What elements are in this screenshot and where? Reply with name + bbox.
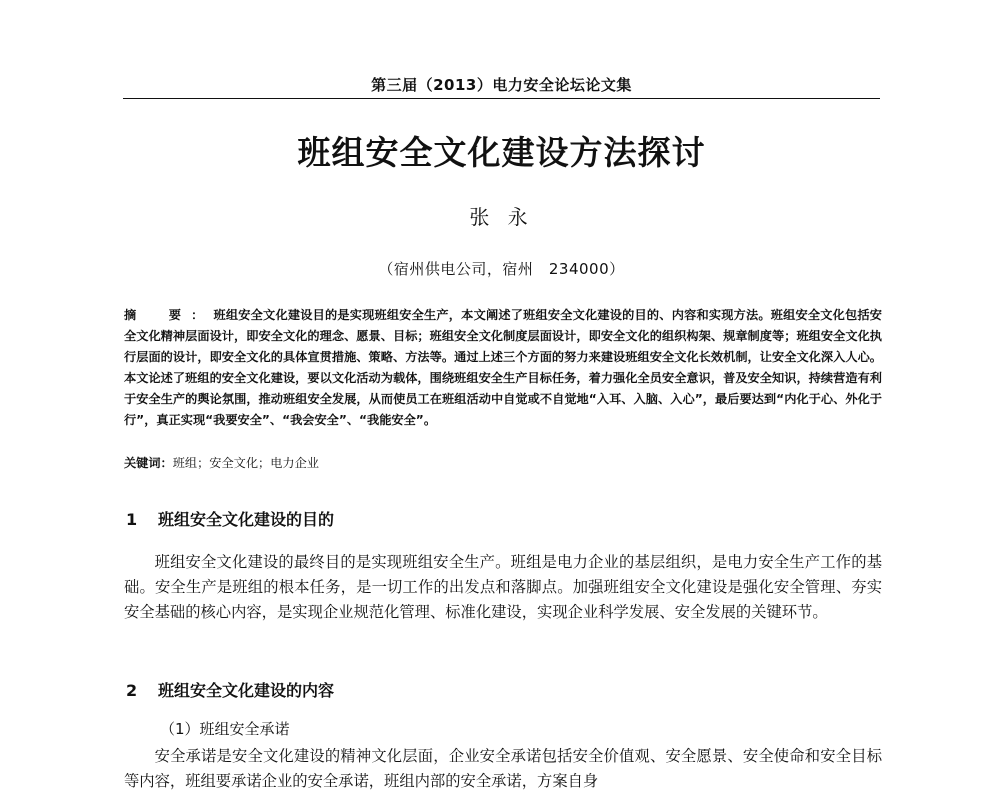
section-title: 班组安全文化建设的内容: [158, 681, 335, 700]
section-heading-2: [126, 678, 880, 701]
keywords-label: 关键词：: [124, 456, 173, 470]
subsection-heading: （1）班组安全承诺: [160, 720, 290, 738]
running-head: 第三届（2013）电力安全论坛论文集: [371, 76, 632, 94]
section-heading-1: [126, 507, 880, 530]
abstract-text: 班组安全文化建设目的是实现班组安全生产，本文阐述了班组安全文化建设的目的、内容和实现方法。班组安全文化包括安全文化精神层面设计，即安全文化的理念、愿景、目标；班组安全文化制度层面设计，即安全文化的组织构架、规章制度等；班组安全文化执行层面的设计，即安全文化的具体宣贯措施、策略、方法等。通过上述三个方面的努力来建设班组安全文化长效机制，让安全文化深入人心。本文论述了班组的安全文化建设，要以文化活动为载体，围绕班组安全生产目标任务，着力强化全员安全意识，普及安全知识，持续营造有利于安全生产的舆论氛围，推动班组安全发展，从而使员工在班组活动中自觉或不自觉地“入耳、入脑、入心”，最后要达到“内化于心、外化于行”，真正实现“我要安全”、“我会安全”、“我能安全”。: [124, 308, 882, 427]
author-affiliation: （宿州供电公司，宿州 234000）: [378, 260, 625, 278]
section-title: 班组安全文化建设的目的: [158, 510, 335, 529]
section-2-paragraph: 安全承诺是安全文化建设的精神文化层面，企业安全承诺包括安全价值观、安全愿景、安全使命和安全目标等内容，班组要承诺企业的安全承诺，班组内部的安全承诺，方案自身: [124, 747, 882, 790]
author-name: 张 永: [469, 205, 534, 229]
section-1-paragraph: 班组安全文化建设的最终目的是实现班组安全生产。班组是电力企业的基层组织，是电力安全生产工作的基础。安全生产是班组的根本任务，是一切工作的出发点和落脚点。加强班组安全文化建设是强化安全管理、夯实安全基础的核心内容，是实现企业规范化管理、标准化建设，实现企业科学发展、安全发展的关键环节。: [124, 553, 882, 621]
abstract: [124, 305, 882, 431]
abstract-label: 摘 要：: [124, 308, 214, 322]
keywords: [124, 453, 882, 474]
section-number: 2: [126, 681, 138, 700]
paper-title: 班组安全文化建设方法探讨: [297, 133, 706, 172]
keywords-text: 班组；安全文化；电力企业: [172, 456, 319, 470]
header-rule: [123, 98, 880, 99]
section-number: 1: [126, 510, 138, 529]
